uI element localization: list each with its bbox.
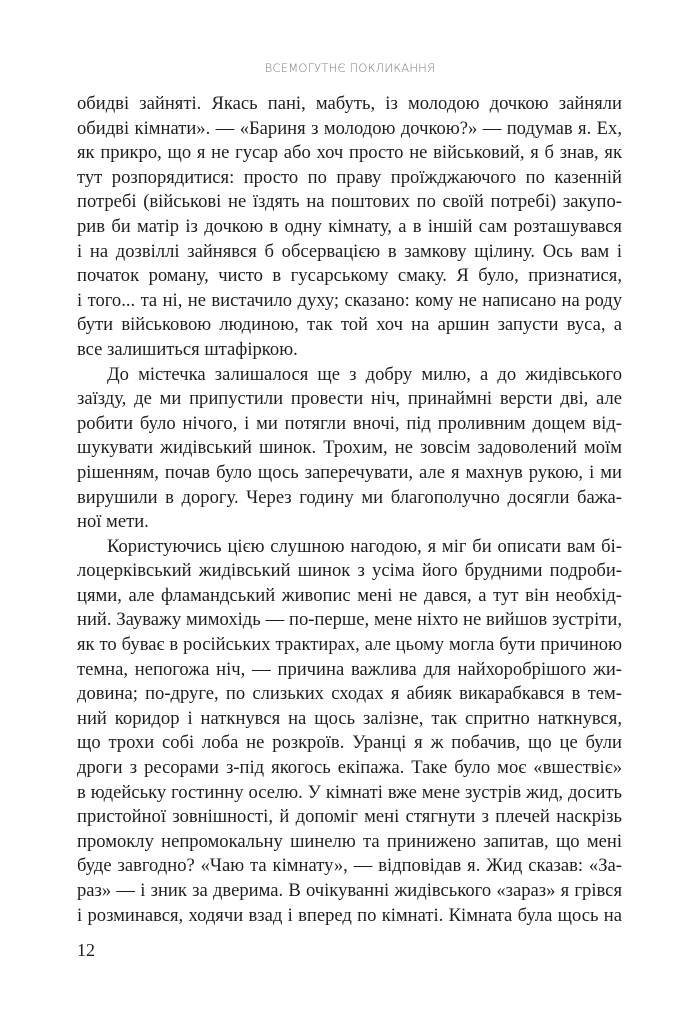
text-line: темна, непогожа ніч, — причина важлива для найхоробрішого жи- bbox=[77, 658, 622, 680]
text-line: довина; по-друге, по слизьких сходах я абияк викарабкався в тем- bbox=[77, 683, 622, 705]
text-line: Користуючись цією слушною нагодою, я міг би описати вам бі- bbox=[107, 535, 622, 557]
text-line: вирушили в дорогу. Через годину ми благополучно досягли бажа- bbox=[77, 486, 622, 508]
text-line: раз» — і зник за дверима. В очікуванні жидівського «зараз» я грівся bbox=[77, 880, 622, 901]
text-line: промоклу непромокальну шинелю та принижено запитав, що мені bbox=[77, 830, 622, 852]
text-line: робити було нічого, і ми потягли вночі, під проливним дощем від- bbox=[77, 412, 622, 434]
paragraph bbox=[77, 363, 622, 535]
text-line: що трохи собі лоба не розкроїв. Уранці я ж побачив, що це були bbox=[77, 732, 622, 754]
text-line: як прикро, що я не гусар або хоч просто не військовий, я б знав, як bbox=[77, 142, 622, 164]
text-line: обидві кімнати». — «Бариня з молодою дочкою?» — подумав я. Ех, bbox=[77, 117, 622, 139]
text-line: заїзду, де ми припустили провести ніч, принаймні версти дві, але bbox=[77, 388, 622, 410]
text-line: ний. Зауважу мимохідь — по-перше, мене ніхто не вийшов зустріти, bbox=[77, 609, 622, 631]
text-line: в юдейську гостинну оселю. У кімнаті вже мене зустрів жид, досить bbox=[77, 781, 622, 803]
text-line: потребі (військові не їздять на поштових по своїй потребі) закупо- bbox=[77, 191, 622, 213]
text-line: лоцерківський жидівський шинок з усіма його брудними подроби- bbox=[77, 560, 622, 582]
text-line: дроги з ресорами з-під якогось екіпажа. Таке було моє «вшествіє» bbox=[77, 757, 622, 779]
text-line: До містечка залишалося ще з добру милю, а до жидівського bbox=[107, 363, 622, 385]
running-head-title: ВСЕМОГУТНЄ ПОКЛИКАННЯ bbox=[264, 61, 436, 75]
text-line: цями, але фламандський живопис мені не дався, а тут він необхід- bbox=[77, 584, 622, 606]
paragraph bbox=[77, 535, 622, 929]
text-line: як то буває в російських трактирах, але цьому могла бути причиною bbox=[77, 634, 622, 656]
paragraph bbox=[77, 92, 622, 363]
text-line: рив би матір із дочкою в одну кімнату, а в іншій сам розташувався bbox=[77, 215, 622, 237]
text-line: обидві зайняті. Якась пані, мабуть, із молодою дочкою зайняли bbox=[77, 93, 622, 114]
text-line: рішенням, почав було щось заперечувати, але я махнув рукою, і ми bbox=[77, 461, 622, 483]
text-line: ний коридор і наткнувся на щось залізне, так спритно наткнувся, bbox=[77, 707, 622, 729]
text-line: початок роману, чисто в гусарському смаку. Я було, признатися, bbox=[77, 265, 622, 287]
text-line: шукувати жидівський шинок. Трохим, не зовсім задоволений моїм bbox=[77, 437, 622, 459]
text-line: і розминався, ходячи взад і вперед по кімнаті. Кімната була щось на bbox=[77, 904, 622, 926]
body-text bbox=[77, 92, 622, 928]
text-line: і того... та ні, не вистачило духу; сказано: кому не написано на роду bbox=[77, 289, 622, 311]
page-number: 12 bbox=[77, 940, 95, 960]
text-line: все залишиться штафіркою. bbox=[77, 338, 298, 360]
text-line: ної мети. bbox=[77, 511, 149, 533]
text-line: тут розпорядитися: просто по праву проїжджаючого по казенній bbox=[77, 166, 622, 188]
text-line: буде завгодно? «Чаю та кімнату», — відповідав я. Жид сказав: «За- bbox=[77, 855, 622, 877]
text-line: пристойної зовнішності, й допоміг мені стягнути з плечей наскрізь bbox=[77, 806, 622, 828]
text-line: бути військовою людиною, так той хоч на аршин запусти вуса, а bbox=[77, 314, 622, 336]
text-line: і на дозвіллі зайнявся б обсервацією в замкову щілину. Ось вам і bbox=[77, 240, 622, 262]
